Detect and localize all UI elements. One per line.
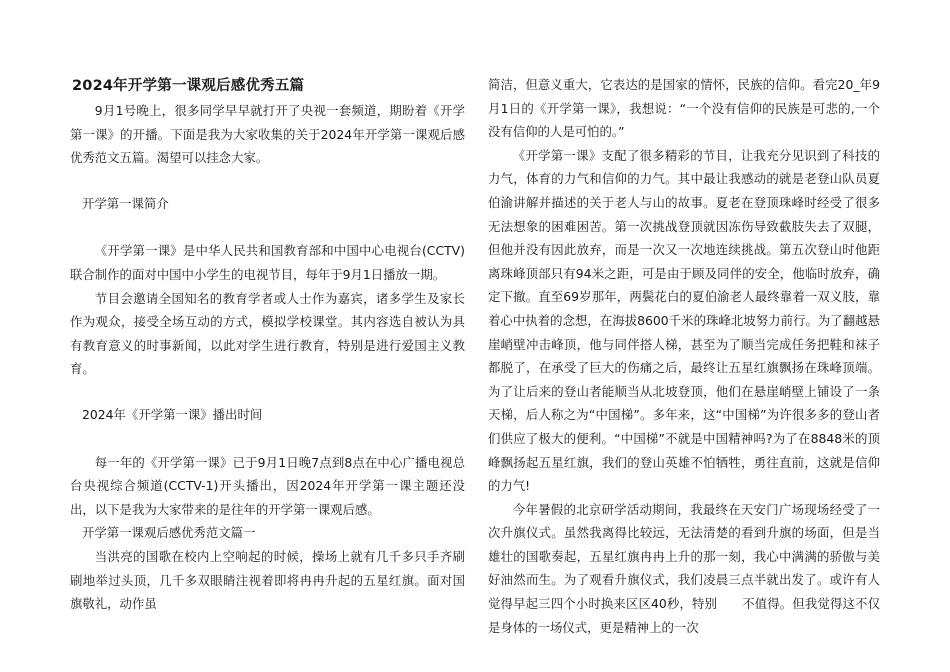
paragraph-program: 《开学第一课》是中华人民共和国教育部和中国中心电视台(CCTV)联合制作的面对中国中小学生的电视节目，每年于9月1日播放一期。 xyxy=(70,243,465,282)
right-column xyxy=(488,73,880,639)
paragraph-flag-ceremony: 今年暑假的北京研学活动期间，我最终在天安门广场现场经受了一次升旗仪式。虽然我离得比较远，无法清楚的看到升旗的场面，但是当雄壮的国歌奏起，五星红旗冉冉上升的那一刻，我心中满满的骄傲与美好油然而生。为了观看升旗仪式，我们凌晨三点半就出发了。或许有人觉得早起三四个小时换来区区40秒，特别 不值得。但我觉得这不仅是身体的一场仪式，更是精神上的一次 xyxy=(488,501,880,635)
paragraph-airtime: 每一年的《开学第一课》已于9月1日晚7点到8点在中心广播电视总台央视综合频道(CCTV-1)开头播出，因2024年开学第一课主题还没出，以下是我为大家带来的是往年的开学第一课观后感。 xyxy=(70,454,465,517)
intro-paragraph: 9月1号晚上，很多同学早早就打开了央视一套频道，期盼着《开学第一课》的开播。下面是我为大家收集的关于2024年开学第一课观后感优秀范文五篇。渴望可以挂念大家。 xyxy=(70,103,465,166)
document-title: 2024年开学第一课观后感优秀五篇 xyxy=(72,78,305,94)
paragraph-essay-one-start: 当洪亮的国歌在校内上空响起的时候，操场上就有几千多只手齐刷刷地举过头顶，几千多双眼睛注视着即将冉冉升起的五星红旗。面对国旗敬礼，动作虽 xyxy=(70,548,465,612)
paragraph-essay-one-cont: 简洁，但意义重大，它表达的是国家的情怀，民族的信仰。看完20_年9月1日的《开学第一课》，我想说：“一个没有信仰的民族是可悲的,一个没有信仰的人是可怕的。” xyxy=(488,77,880,140)
paragraph-guests: 节目会邀请全国知名的教育学者或人士作为嘉宾，诸多学生及家长作为观众，接受全场互动的方式，模拟学校课堂。其内容选自被认为具有教育意义的时事新闻，以此对学生进行教育，特别是进行爱国主义教育。 xyxy=(70,290,465,377)
section-heading-essay-one: 开学第一课观后感优秀范文篇一 xyxy=(82,525,256,541)
section-heading-intro: 开学第一课简介 xyxy=(82,195,169,211)
left-column xyxy=(70,99,465,616)
paragraph-climber-story: 《开学第一课》支配了很多精彩的节目，让我充分见识到了科技的力气，体育的力气和信仰的力气。其中最让我感动的就是老登山队员夏伯渝讲解并描述的关于老人与山的故事。夏老在登顶珠峰时经受了很多无法想象的困难困苦。第一次挑战登顶就因冻伤导致截肢失去了双腿，但他并没有因此放弃，而是一次又一次地连续挑战。第五次登山时他距离珠峰顶部只有94米之距，可是由于顾及同伴的安全，他临时放弃，确定下撤。直至69岁那年，两鬓花白的夏伯渝老人最终靠着一双义肢，靠着心中执着的念想，在海拔8600千米的珠峰北坡努力前行。为了翻越悬崖峭壁冲击峰顶，他与同伴搭人梯，甚至为了顺当完成任务把鞋和袜子都脱了，在承受了巨大的伤痛之后，最终让五星红旗飘扬在珠峰顶端。为了让后来的登山者能顺当从北坡登顶，他们在悬崖峭壁上铺设了一条天梯，后人称之为“中国梯”。多年来，这“中国梯”为许很多多的登山者们供应了极大的便利。“中国梯”不就是中国精神吗?为了在8848米的顶峰飘扬起五星红旗，我们的登山英雄不怕牺牲，勇往直前，这就是信仰的力气! xyxy=(488,147,880,494)
section-heading-airtime: 2024年《开学第一课》播出时间 xyxy=(82,406,263,422)
